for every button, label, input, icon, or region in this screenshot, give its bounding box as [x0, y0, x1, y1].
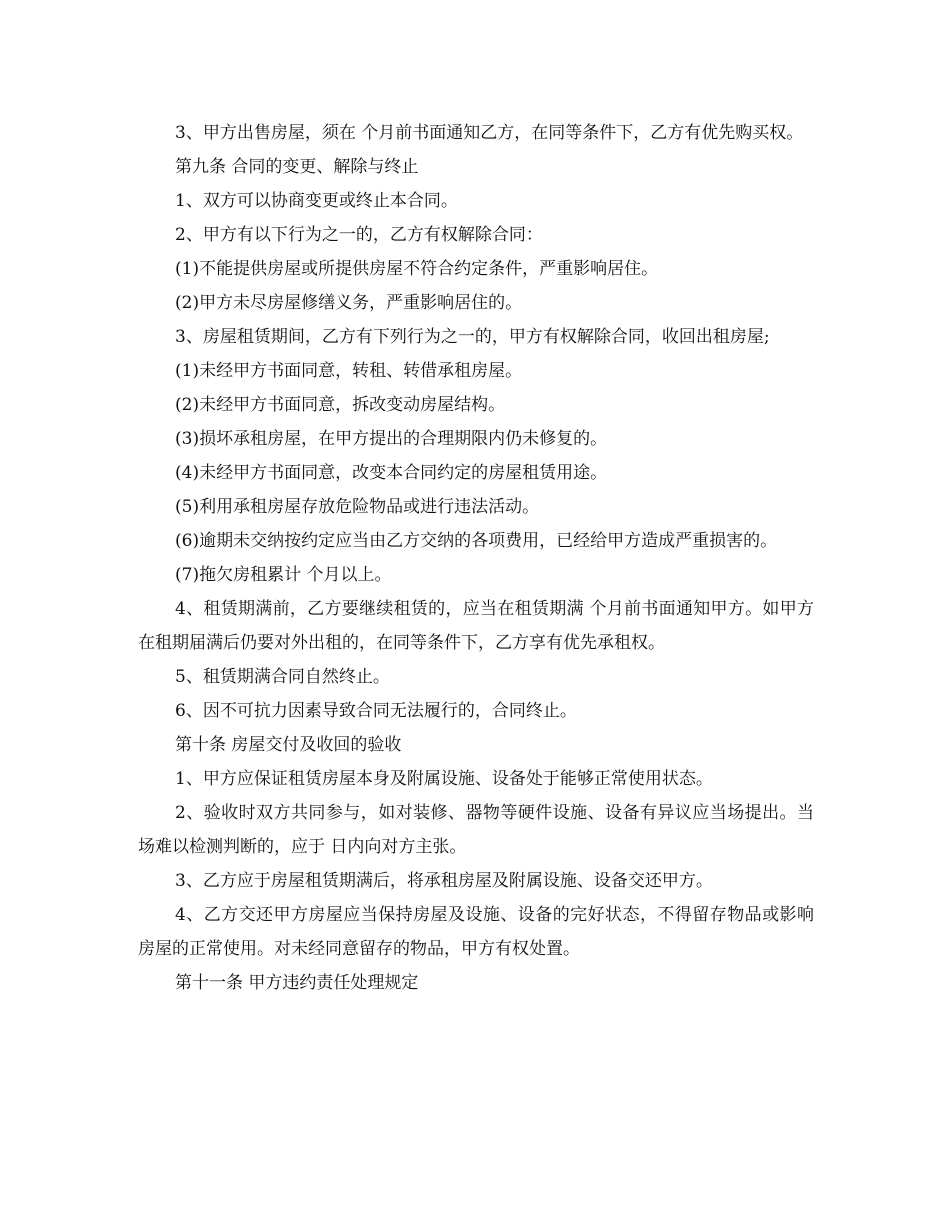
clause-9-item-3-sub-1: (1)未经甲方书面同意，转租、转借承租房屋。 [175, 361, 523, 381]
clause-9-item-4: 4、租赁期满前，乙方要继续租赁的，应当在租赁期满 个月前书面通知甲方。如甲方在租期届满后仍要对外出租的，在同等条件下，乙方享有优先承租权。 [138, 599, 814, 653]
clause-10-item-2: 2、验收时双方共同参与，如对装修、器物等硬件设施、设备有异议应当场提出。当场难以检测判断的，应于 日内向对方主张。 [138, 803, 814, 857]
article-9-heading: 第九条 合同的变更、解除与终止 [175, 157, 419, 177]
article-10-heading: 第十条 房屋交付及收回的验收 [175, 735, 402, 755]
clause-10-item-1: 1、甲方应保证租赁房屋本身及附属设施、设备处于能够正常使用状态。 [175, 769, 713, 789]
article-11-heading: 第十一条 甲方违约责任处理规定 [175, 973, 419, 993]
clause-10-item-3: 3、乙方应于房屋租赁期满后，将承租房屋及附属设施、设备交还甲方。 [175, 871, 713, 891]
clause-9-item-1: 1、双方可以协商变更或终止本合同。 [175, 191, 458, 211]
clause-9-item-2-sub-2: (2)甲方未尽房屋修缮义务，严重影响居住的。 [175, 293, 523, 313]
clause-9-item-5: 5、租赁期满合同自然终止。 [175, 667, 390, 687]
document-body [138, 116, 814, 1000]
clause-8-item-3: 3、甲方出售房屋，须在 个月前书面通知乙方，在同等条件下，乙方有优先购买权。 [175, 123, 804, 143]
clause-9-item-2-sub-1: (1)不能提供房屋或所提供房屋不符合约定条件，严重影响居住。 [175, 259, 659, 279]
clause-9-item-3-sub-3: (3)损坏承租房屋，在甲方提出的合理期限内仍未修复的。 [175, 429, 608, 449]
clause-9-item-3-sub-6: (6)逾期未交纳按约定应当由乙方交纳的各项费用，已经给甲方造成严重损害的。 [175, 531, 778, 551]
clause-10-item-4: 4、乙方交还甲方房屋应当保持房屋及设施、设备的完好状态，不得留存物品或影响房屋的正常使用。对未经同意留存的物品，甲方有权处置。 [138, 905, 814, 959]
clause-9-item-2: 2、甲方有以下行为之一的，乙方有权解除合同： [175, 225, 543, 245]
clause-9-item-3: 3、房屋租赁期间，乙方有下列行为之一的，甲方有权解除合同，收回出租房屋; [175, 327, 770, 347]
clause-9-item-3-sub-7: (7)拖欠房租累计 个月以上。 [175, 565, 392, 585]
clause-9-item-3-sub-2: (2)未经甲方书面同意，拆改变动房屋结构。 [175, 395, 506, 415]
clause-9-item-3-sub-4: (4)未经甲方书面同意，改变本合同约定的房屋租赁用途。 [175, 463, 608, 483]
clause-9-item-6: 6、因不可抗力因素导致合同无法履行的，合同终止。 [175, 701, 577, 721]
clause-9-item-3-sub-5: (5)利用承租房屋存放危险物品或进行违法活动。 [175, 497, 540, 517]
